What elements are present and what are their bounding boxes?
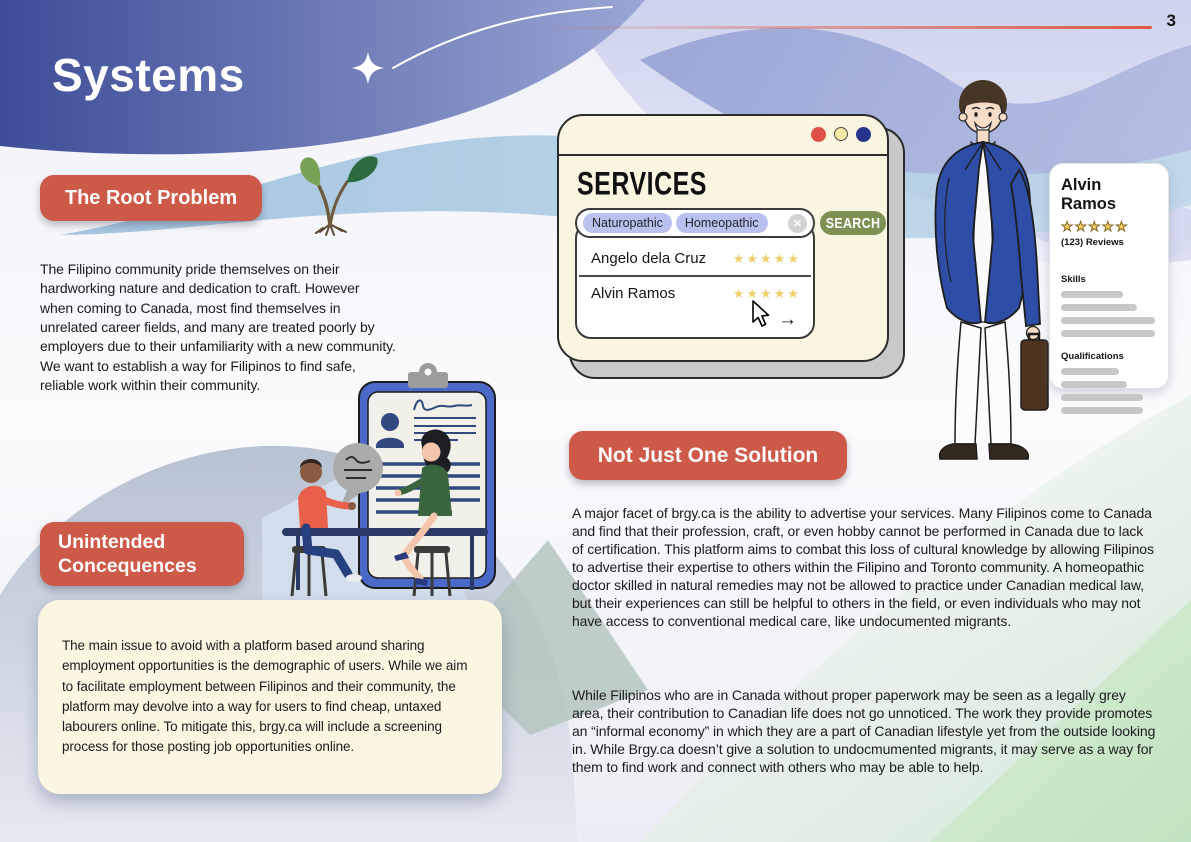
tag-homeopathic[interactable]: Homeopathic (676, 213, 768, 233)
table (282, 528, 488, 536)
services-window (557, 114, 889, 362)
unintended-note-box (38, 600, 502, 794)
clear-tags-icon[interactable]: ✕ (788, 214, 807, 233)
qualification-bar (1061, 368, 1119, 375)
skill-bar (1061, 304, 1137, 311)
skill-bar (1061, 291, 1123, 298)
services-title: SERVICES (577, 166, 707, 203)
heading-not-just-one-solution: Not Just One Solution (569, 431, 847, 480)
profile-reviews: (123) Reviews (1061, 236, 1124, 248)
result-row[interactable] (577, 242, 813, 275)
qualifications-label: Qualifications (1061, 350, 1124, 362)
search-input[interactable] (575, 208, 815, 238)
skill-bar (1061, 330, 1155, 337)
more-results-arrow[interactable]: → (778, 309, 797, 330)
search-button[interactable]: SEARCH (820, 211, 886, 235)
window-close-dot[interactable] (811, 127, 826, 142)
result-name: Alvin Ramos (591, 285, 676, 302)
heading-unintended-concequences: Unintended Concequences (40, 522, 244, 586)
profile-stars: ★★★★★ (1061, 218, 1130, 234)
speech-bubble (333, 443, 383, 493)
sprout-icon (283, 148, 378, 243)
search-results-dropdown (575, 222, 815, 339)
result-name: Angelo dela Cruz (591, 250, 707, 267)
result-stars: ★★★★★ (732, 250, 801, 266)
resume-person-icon (381, 413, 399, 431)
qualification-bar (1061, 394, 1143, 401)
skill-bar (1061, 317, 1155, 324)
heading-root-problem: The Root Problem (40, 175, 262, 221)
briefcase (1021, 340, 1048, 410)
window-body (557, 114, 889, 362)
result-row[interactable] (577, 277, 813, 310)
skills-label: Skills (1061, 273, 1086, 285)
qualification-bar (1061, 407, 1143, 414)
window-titlebar (559, 116, 887, 156)
solution-paragraph-2: While Filipinos who are in Canada without proper paperwork may be seen as a legally grey area, their contribution to Canadian life does not go unnoticed. The work they provide promotes an “informal economy” in which they are a part of Canadian lifestyle yet from the outside looking in. While Brgy.ca doesn’t give a solution to undocmumented migrants, it may serve as a way for them to find work and connect with others who may be able to help. (572, 687, 1156, 776)
result-stars: ★★★★★ (732, 285, 801, 301)
root-problem-paragraph: The Filipino community pride themselves on their hardworking nature and dedication to craft. However when coming to Canada, most find themselves in unrelated career fields, and many are treated poorly by employers due to their unfamiliarity with a new community. We want to establish a way for Filipinos to find safe, reliable work within their community. (40, 261, 396, 393)
accent-rule (522, 26, 1152, 29)
qualification-bar (1061, 381, 1127, 388)
profile-card[interactable] (1049, 163, 1169, 389)
tag-naturopathic[interactable]: Naturopathic (583, 213, 672, 233)
interview-illustration (262, 350, 520, 602)
page-title: Systems (52, 49, 245, 101)
window-maximize-dot[interactable] (856, 127, 871, 142)
profile-name: Alvin Ramos (1061, 176, 1117, 214)
cursor-icon (752, 300, 774, 328)
window-minimize-dot[interactable] (834, 127, 848, 141)
solution-paragraph-1: A major facet of brgy.ca is the ability to advertise your services. Many Filipinos come to Canada and find that their profession, craft, or even hobby cannot be performed in Canada due to lack of certification. This platform aims to combat this loss of cultural knowledge by allowing Filipinos to advertise their expertise to others within the Filipino and Toronto community. A homeopathic doctor skilled in natural remedies may not be allowed to practice under Canadian medical law, but their experiences can still be helpful to others in the field, or even individuals who may not have access to conventional medical care, like undocumented migrants. (572, 505, 1154, 630)
page-number: 3 (1166, 11, 1176, 30)
unintended-paragraph: The main issue to avoid with a platform based around sharing employment opportunities is the demographic of users. While we aim to facilitate employment between Filipinos and their community, the platform may devolve into a way for users to find cheap, untaxed labourers online. To mitigate this, brgy.ca will include a screening process for those posting job opportunities online. (62, 638, 468, 755)
